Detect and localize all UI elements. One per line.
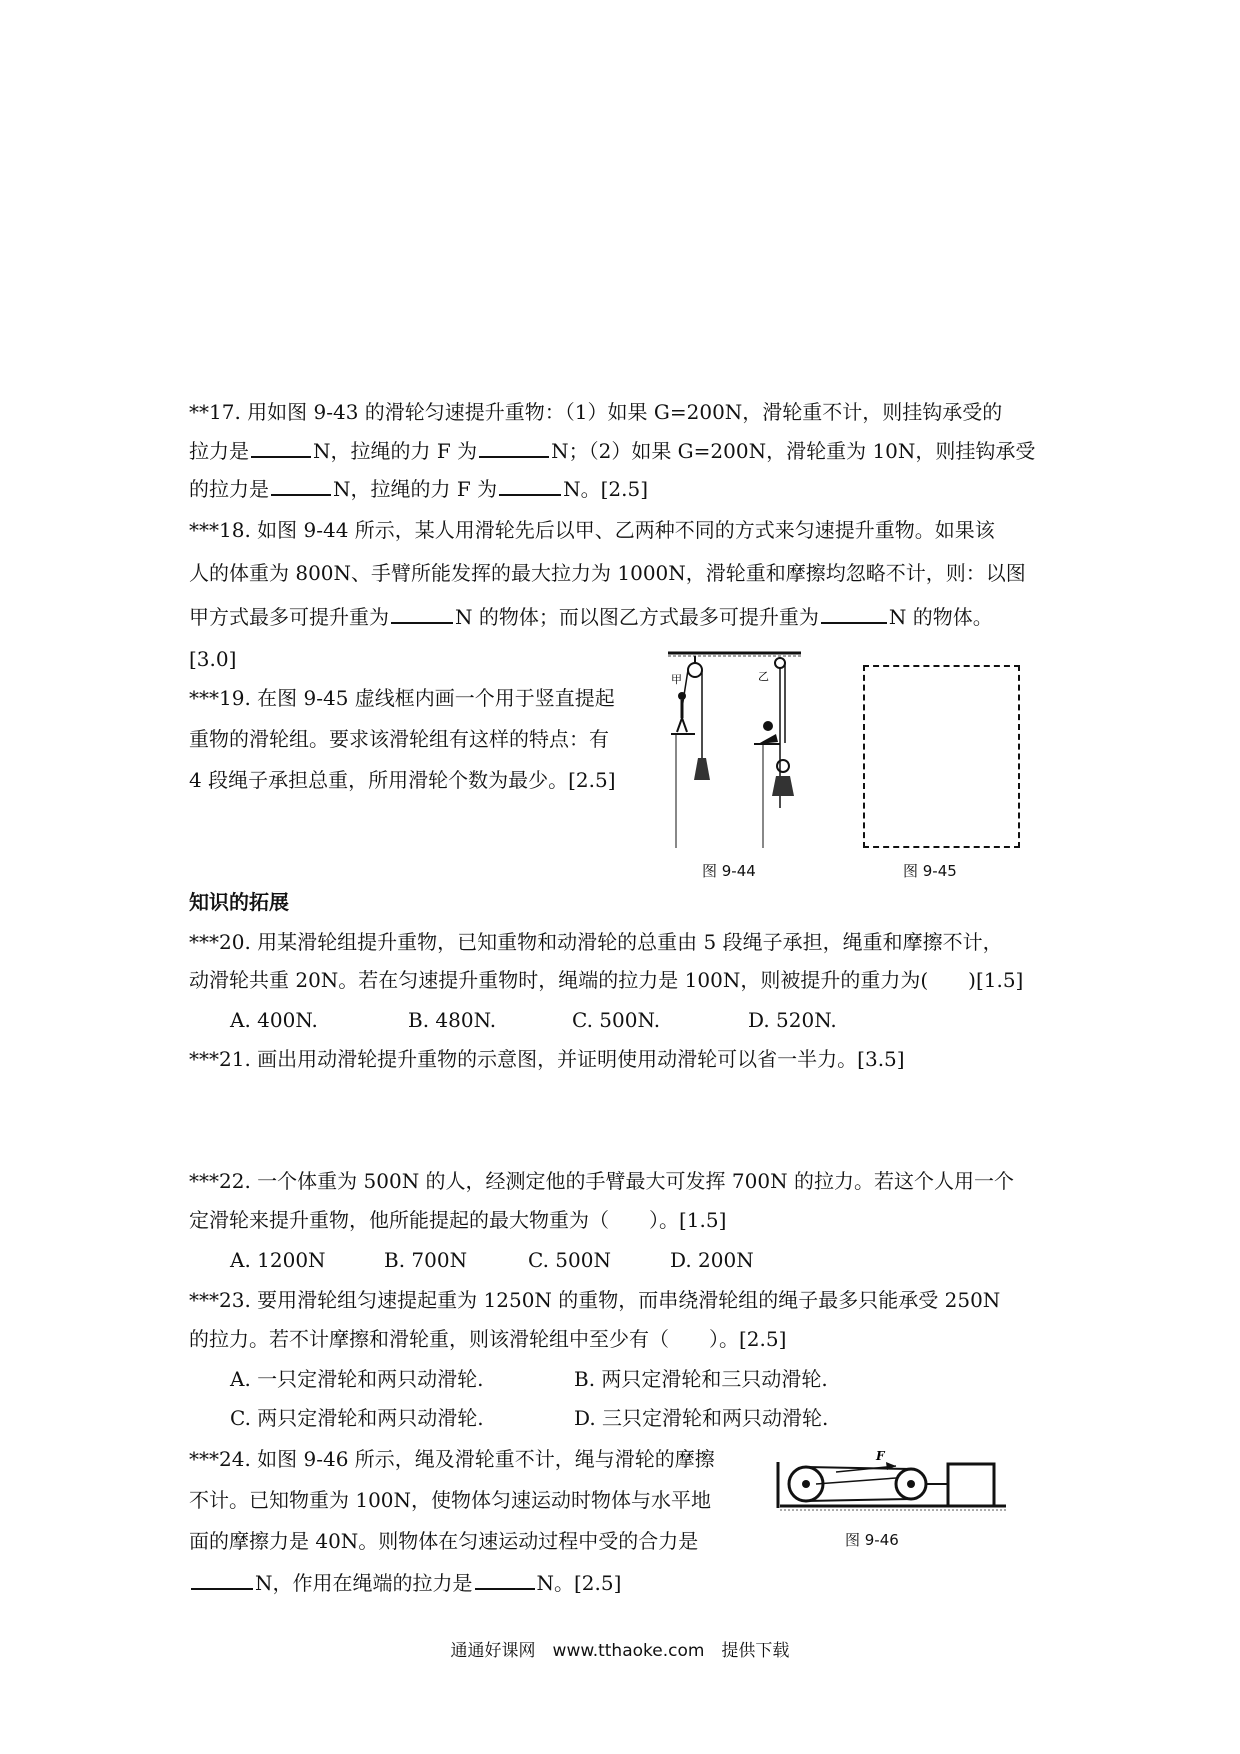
label-F: F: [876, 1449, 885, 1463]
q24-line4: [189, 1568, 621, 1597]
q23-option-c[interactable]: C. 两只定滑轮和两只动滑轮.: [230, 1406, 484, 1430]
answer-blank[interactable]: [271, 474, 331, 496]
q22-line2: 定滑轮来提升重物，他所能提起的最大物重为（ ）。[1.5]: [189, 1208, 727, 1232]
q17-line1: **17. 用如图 9-43 的滑轮匀速提升重物：（1）如果 G=200N，滑轮重不计，则挂钩承受的: [189, 400, 1003, 424]
page-footer: 通通好课网 www.tthaoke.com 提供下载: [450, 1641, 790, 1661]
q20-option-c[interactable]: C. 500N.: [572, 1008, 661, 1032]
q18-text: N 的物体。: [888, 605, 993, 629]
label-jia: 甲: [671, 673, 682, 686]
q19-line3: 4 段绳子承担总重，所用滑轮个数为最少。[2.5]: [189, 768, 616, 792]
answer-blank[interactable]: [475, 1568, 535, 1590]
answer-blank[interactable]: [251, 436, 311, 458]
answer-blank[interactable]: [391, 602, 453, 624]
q24-line1: ***24. 如图 9-46 所示，绳及滑轮重不计，绳与滑轮的摩擦: [189, 1447, 715, 1471]
q17-text: N；（2）如果 G=200N，滑轮重为 10N，则挂钩承受: [551, 439, 1036, 463]
answer-blank[interactable]: [191, 1568, 253, 1590]
answer-blank[interactable]: [499, 474, 561, 496]
q17-line3: [189, 474, 648, 503]
q22-option-b[interactable]: B. 700N: [384, 1248, 468, 1272]
q23-line2: 的拉力。若不计摩擦和滑轮重，则该滑轮组中至少有（ ）。[2.5]: [189, 1327, 787, 1351]
q22-option-a[interactable]: A. 1200N: [230, 1248, 326, 1272]
q21-line1: ***21. 画出用动滑轮提升重物的示意图，并证明使用动滑轮可以省一半力。[3.5]: [189, 1047, 905, 1071]
figure-9-45-caption: 图 9-45: [903, 862, 957, 880]
q24-text: N。[2.5]: [536, 1571, 622, 1595]
q22-option-d[interactable]: D. 200N: [670, 1248, 754, 1272]
q18-line1: ***18. 如图 9-44 所示，某人用滑轮先后以甲、乙两种不同的方式来匀速提升重物。如果该: [189, 518, 995, 542]
label-yi: 乙: [758, 670, 769, 683]
q17-text: N，拉绳的力 F 为: [313, 439, 478, 463]
q22-line1: ***22. 一个体重为 500N 的人，经测定他的手臂最大可发挥 700N 的拉力。若这个人用一个: [189, 1169, 1014, 1193]
q17-text: 拉力是: [189, 439, 249, 463]
q17-text: 的拉力是: [189, 477, 269, 501]
q20-line1: ***20. 用某滑轮组提升重物，已知重物和动滑轮的总重由 5 段绳子承担，绳重和摩擦不计，: [189, 930, 1003, 954]
answer-blank[interactable]: [821, 602, 887, 624]
q20-option-d[interactable]: D. 520N.: [748, 1008, 837, 1032]
q17-line2: [189, 436, 1035, 465]
q20-option-a[interactable]: A. 400N.: [230, 1008, 318, 1032]
figure-9-46-caption: 图 9-46: [845, 1531, 899, 1549]
q22-option-c[interactable]: C. 500N: [528, 1248, 611, 1272]
figure-9-44: [668, 648, 803, 848]
q23-line1: ***23. 要用滑轮组匀速提起重为 1250N 的重物，而串绕滑轮组的绳子最多只能承受 250N: [189, 1288, 1001, 1312]
figure-9-46: [776, 1448, 1008, 1514]
q18-text: N 的物体；而以图乙方式最多可提升重为: [455, 605, 819, 629]
q18-line4: [3.0]: [189, 647, 237, 671]
figure-9-44-caption: 图 9-44: [702, 862, 756, 880]
q20-line2: 动滑轮共重 20N。若在匀速提升重物时，绳端的拉力是 100N，则被提升的重力为( )[1.5]: [189, 968, 1024, 992]
q17-text: N，拉绳的力 F 为: [333, 477, 498, 501]
q18-line2: 人的体重为 800N、手臂所能发挥的最大拉力为 1000N，滑轮重和摩擦均忽略不计，则：以图: [189, 561, 1026, 585]
q23-option-a[interactable]: A. 一只定滑轮和两只动滑轮.: [230, 1367, 484, 1391]
q19-line2: 重物的滑轮组。要求该滑轮组有这样的特点：有: [189, 727, 609, 751]
section-heading: 知识的拓展: [189, 890, 289, 914]
q17-text: N。[2.5]: [563, 477, 649, 501]
q24-text: N，作用在绳端的拉力是: [255, 1571, 473, 1595]
q24-line3: 面的摩擦力是 40N。则物体在匀速运动过程中受的合力是: [189, 1529, 699, 1553]
q19-line1: ***19. 在图 9-45 虚线框内画一个用于竖直提起: [189, 686, 615, 710]
q23-option-b[interactable]: B. 两只定滑轮和三只动滑轮.: [574, 1367, 828, 1391]
q18-line3: [189, 602, 993, 631]
figure-9-45-box[interactable]: [863, 665, 1020, 848]
q18-text: 甲方式最多可提升重为: [189, 605, 389, 629]
q23-option-d[interactable]: D. 三只定滑轮和两只动滑轮.: [574, 1406, 829, 1430]
answer-blank[interactable]: [479, 436, 549, 458]
q24-line2: 不计。已知物重为 100N，使物体匀速运动时物体与水平地: [189, 1488, 712, 1512]
q20-option-b[interactable]: B. 480N.: [408, 1008, 497, 1032]
